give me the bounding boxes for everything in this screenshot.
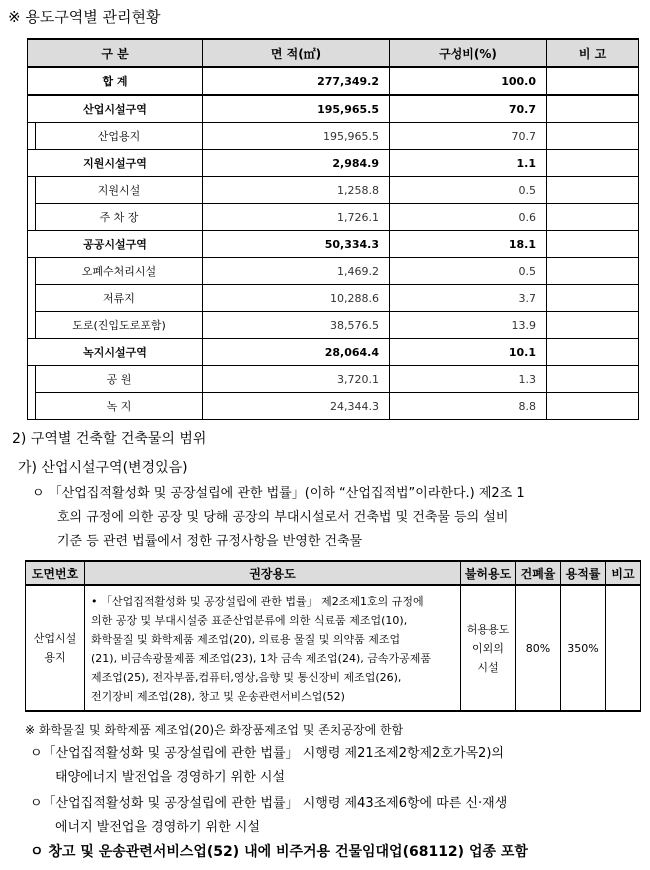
total-row xyxy=(28,67,639,95)
category-ratio: 1.1 xyxy=(390,150,547,177)
indent-cell xyxy=(28,204,36,231)
paragraph-renewable xyxy=(30,792,640,840)
table-row xyxy=(28,123,639,150)
subcategory-label: 도로(진입도로포함) xyxy=(36,312,203,339)
subcategory-label: 주 차 장 xyxy=(36,204,203,231)
rec-line: 의한 공장 및 부대시설중 표준산업분류에 의한 식료품 제조업(10), xyxy=(91,614,408,627)
subcategory-area: 24,344.3 xyxy=(203,393,390,420)
subcategory-ratio: 13.9 xyxy=(390,312,547,339)
subcategory-note xyxy=(547,366,639,393)
header-category: 구 분 xyxy=(28,39,203,67)
category-note xyxy=(547,95,639,123)
paragraph-solar xyxy=(30,742,640,790)
para1-line2: 호의 규정에 의한 공장 및 당해 공장의 부대시설로서 건축법 및 건축물 등의 설비 xyxy=(57,510,509,525)
subcategory-label: 녹 지 xyxy=(36,393,203,420)
rec-line: • 「산업집적활성화 및 공장설립에 관한 법률」 제2조제1호의 규정에 xyxy=(91,595,424,608)
subcategory-note xyxy=(547,123,639,150)
category-note xyxy=(547,231,639,258)
header-ratio: 구성비(%) xyxy=(390,39,547,67)
area-status-table xyxy=(27,38,639,420)
total-label: 합 계 xyxy=(28,67,203,95)
rec-line: 전기장비 제조업(28), 창고 및 운송관련서비스업(52) xyxy=(91,690,345,703)
prohibited-line: 시설 xyxy=(477,660,499,674)
subcategory-label: 산업용지 xyxy=(36,123,203,150)
table-row xyxy=(28,231,639,258)
building-use-table xyxy=(25,560,641,712)
rec-line: 화학물질 및 화학제품 제조업(20), 의료용 물질 및 의약품 제조업 xyxy=(91,633,401,646)
total-ratio: 100.0 xyxy=(390,67,547,95)
paragraph-warehouse: ㅇ 창고 및 운송관련서비스업(52) 내에 비주거용 건물임대업(68112) 업종 포함 xyxy=(30,844,528,860)
rec-line: 제조업(25), 전자부품,컴퓨터,영상,음향 및 통신장비 제조업(26), xyxy=(91,671,402,684)
category-area: 2,984.9 xyxy=(203,150,390,177)
table-row xyxy=(28,339,639,366)
category-area: 50,334.3 xyxy=(203,231,390,258)
use-table-row xyxy=(26,585,641,711)
header-far: 용적률 xyxy=(561,561,606,585)
indent-cell xyxy=(28,285,36,312)
recommended-use-cell xyxy=(85,585,461,711)
header-note: 비 고 xyxy=(547,39,639,67)
table-row xyxy=(28,312,639,339)
table-header-row xyxy=(28,39,639,67)
drawing-cell: 산업시설용지 xyxy=(26,585,85,711)
subcategory-area: 1,469.2 xyxy=(203,258,390,285)
subcategory-ratio: 3.7 xyxy=(390,285,547,312)
table-row xyxy=(28,95,639,123)
indent-cell xyxy=(28,366,36,393)
header-coverage: 건폐율 xyxy=(516,561,561,585)
para2-line1: ㅇ「산업집적활성화 및 공장설립에 관한 법률」 시행령 제21조제2항제2호가목2)의 xyxy=(30,746,504,761)
category-ratio: 70.7 xyxy=(390,95,547,123)
table-row xyxy=(28,258,639,285)
subcategory-note xyxy=(547,285,639,312)
subcategory-ratio: 0.6 xyxy=(390,204,547,231)
category-label: 지원시설구역 xyxy=(28,150,203,177)
subcategory-ratio: 8.8 xyxy=(390,393,547,420)
table-row xyxy=(28,177,639,204)
subcategory-note xyxy=(547,258,639,285)
subcategory-ratio: 70.7 xyxy=(390,123,547,150)
para2-line2: 태양에너지 발전업을 경영하기 위한 시설 xyxy=(55,770,286,785)
coverage-cell: 80% xyxy=(516,585,561,711)
page-title: ※ 용도구역별 관리현황 xyxy=(8,8,161,26)
chemical-note: ※ 화학물질 및 화학제품 제조업(20)은 화장품제조업 및 존치공장에 한함 xyxy=(25,723,404,737)
category-area: 195,965.5 xyxy=(203,95,390,123)
category-label: 산업시설구역 xyxy=(28,95,203,123)
subcategory-area: 10,288.6 xyxy=(203,285,390,312)
subcategory-note xyxy=(547,177,639,204)
category-area: 28,064.4 xyxy=(203,339,390,366)
subcategory-note xyxy=(547,312,639,339)
indent-cell xyxy=(28,312,36,339)
indent-cell xyxy=(28,177,36,204)
table-row xyxy=(28,204,639,231)
subcategory-note xyxy=(547,393,639,420)
section-heading-2: 2) 구역별 건축할 건축물의 범위 xyxy=(12,431,207,447)
table-row xyxy=(28,366,639,393)
subcategory-label: 저류지 xyxy=(36,285,203,312)
prohibited-line: 이외의 xyxy=(472,641,504,655)
indent-cell xyxy=(28,258,36,285)
category-note xyxy=(547,150,639,177)
rec-line: (21), 비금속광물제품 제조업(23), 1차 금속 제조업(24), 금속가공제품 xyxy=(91,652,431,665)
subcategory-label: 공 원 xyxy=(36,366,203,393)
total-area: 277,349.2 xyxy=(203,67,390,95)
indent-cell xyxy=(28,123,36,150)
subcategory-area: 1,258.8 xyxy=(203,177,390,204)
para1-line1: ㅇ 「산업집적활성화 및 공장설립에 관한 법률」(이하 “산업집적법”이라한다.) 제2조 1 xyxy=(32,486,525,501)
table-row xyxy=(28,150,639,177)
use-table-header-row xyxy=(26,561,641,585)
para3-line1: ㅇ「산업집적활성화 및 공장설립에 관한 법률」 시행령 제43조제6항에 따른 신·재생 xyxy=(30,796,508,811)
subcategory-ratio: 1.3 xyxy=(390,366,547,393)
prohibited-use-cell xyxy=(461,585,516,711)
section-heading-2a: 가) 산업시설구역(변경있음) xyxy=(18,460,188,476)
subcategory-ratio: 0.5 xyxy=(390,177,547,204)
category-label: 공공시설구역 xyxy=(28,231,203,258)
category-ratio: 18.1 xyxy=(390,231,547,258)
prohibited-line: 허용용도 xyxy=(466,622,510,636)
paragraph-industrial-law xyxy=(32,482,637,554)
subcategory-area: 195,965.5 xyxy=(203,123,390,150)
subcategory-label: 지원시설 xyxy=(36,177,203,204)
header-remarks: 비고 xyxy=(606,561,641,585)
indent-cell xyxy=(28,393,36,420)
subcategory-label: 오폐수처리시설 xyxy=(36,258,203,285)
subcategory-note xyxy=(547,204,639,231)
remarks-cell xyxy=(606,585,641,711)
subcategory-area: 1,726.1 xyxy=(203,204,390,231)
category-label: 녹지시설구역 xyxy=(28,339,203,366)
table-row xyxy=(28,393,639,420)
para3-line2: 에너지 발전업을 경영하기 위한 시설 xyxy=(55,820,260,835)
header-drawing-no: 도면번호 xyxy=(26,561,85,585)
header-area: 면 적(㎡) xyxy=(203,39,390,67)
category-note xyxy=(547,339,639,366)
far-cell: 350% xyxy=(561,585,606,711)
subcategory-area: 3,720.1 xyxy=(203,366,390,393)
header-prohibited-use: 불허용도 xyxy=(461,561,516,585)
para1-line3: 기준 등 관련 법률에서 정한 규정사항을 반영한 건축물 xyxy=(57,534,363,549)
header-recommended-use: 권장용도 xyxy=(85,561,461,585)
subcategory-ratio: 0.5 xyxy=(390,258,547,285)
category-ratio: 10.1 xyxy=(390,339,547,366)
total-note xyxy=(547,67,639,95)
table-row xyxy=(28,285,639,312)
subcategory-area: 38,576.5 xyxy=(203,312,390,339)
